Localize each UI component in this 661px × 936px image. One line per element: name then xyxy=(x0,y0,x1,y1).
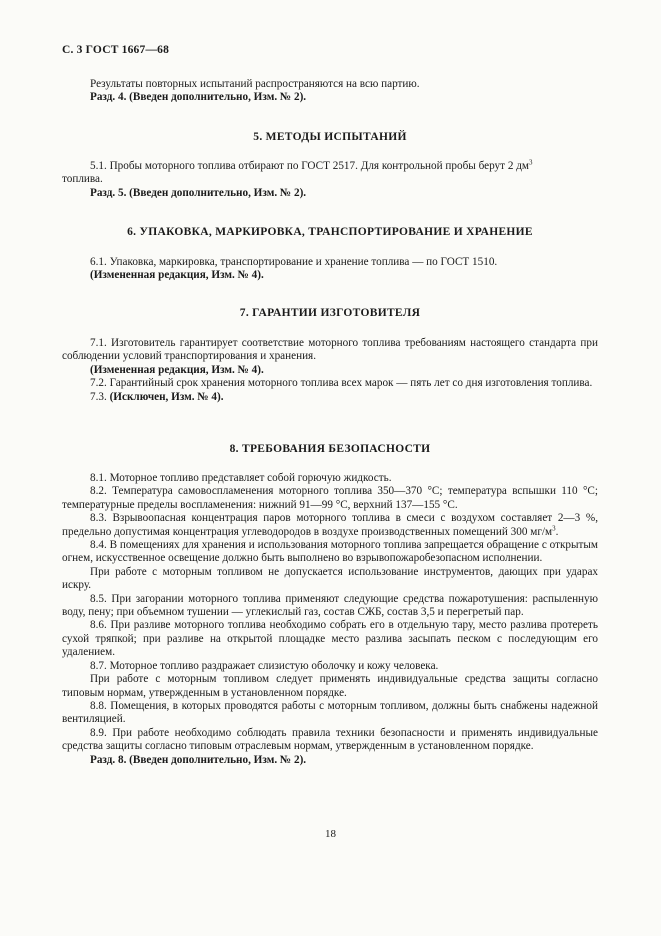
section-6-body xyxy=(62,256,598,283)
section-8-body xyxy=(62,472,598,767)
paragraph-8-1: 8.1. Моторное топливо представляет собой горючую жидкость. xyxy=(90,472,392,484)
amendment-note: Разд. 4. (Введен дополнительно, Изм. № 2). xyxy=(90,91,307,104)
amendment-note: Разд. 5. (Введен дополнительно, Изм. № 2). xyxy=(90,186,307,199)
paragraph-8-6: 8.6. При разливе моторного топлива необходимо собрать его в отдельную тару, место разлива протереть сухой тряпкой; при разливе на открытой площадке место разлива засыпать песком с последующим его удалением. xyxy=(62,619,598,659)
section-5-title: 5. МЕТОДЫ ИСПЫТАНИЙ xyxy=(253,131,407,143)
paragraph-8-7b: При работе с моторным топливом следует применять индивидуальные средства защиты согласно типовым нормам, утвержденным в установленном порядке. xyxy=(62,673,598,699)
paragraph-8-4: 8.4. В помещениях для хранения и использования моторного топлива запрещается обращение с открытым огнем, искусственное освещение должно быть выполнено во взрывопожаробезопасном исполнении. xyxy=(62,539,598,565)
page-header: С. 3 ГОСТ 1667—68 xyxy=(62,44,170,56)
paragraph-8-3: 8.3. Взрывоопасная концентрация паров моторного топлива в смеси с воздухом составляет 2—3 %, предельно допустимая концентрация углеводородов в воздухе производственных помещений 300 $мг/м^3$. xyxy=(62,512,598,538)
paragraph-8-4b: При работе с моторным топливом не допускается использование инструментов, дающих при ударах искру. xyxy=(62,565,598,592)
section-7-body xyxy=(62,337,598,404)
section-5-body xyxy=(62,160,598,200)
page-number: 18 xyxy=(325,828,336,840)
section-6-title: 6. УПАКОВКА, МАРКИРОВКА, ТРАНСПОРТИРОВАНИЕ И ХРАНЕНИЕ xyxy=(127,226,533,238)
intro-block xyxy=(62,78,598,105)
amendment-note: (Измененная редакция, Изм. № 4). xyxy=(90,269,264,282)
paragraph-8-8: 8.8. Помещения, в которых проводятся работы с моторным топливом, должны быть снабжены надежной вентиляцией. xyxy=(62,699,598,726)
section-8-title: 8. ТРЕБОВАНИЯ БЕЗОПАСНОСТИ xyxy=(229,443,431,455)
paragraph-6-1: 6.1. Упаковка, маркировка, транспортирование и хранение топлива — по ГОСТ 1510. xyxy=(90,256,498,268)
amendment-note: (Измененная редакция, Изм. № 4). xyxy=(90,363,264,376)
paragraph-7-1: 7.1. Изготовитель гарантирует соответствие моторного топлива требованиям настоящего стандарта при соблюдении условий транспортирования и хранения. xyxy=(62,337,598,363)
section-7-title: 7. ГАРАНТИИ ИЗГОТОВИТЕЛЯ xyxy=(239,307,421,319)
paragraph-5-1: 5.1. Пробы моторного топлива отбирают по ГОСТ 2517. Для контрольной пробы берут 2 $дм^3$ xyxy=(90,158,533,172)
paragraph-7-2: 7.2. Гарантийный срок хранения моторного топлива всех марок — пять лет со дня изготовления топлива. xyxy=(90,377,593,390)
paragraph-8-2: 8.2. Температура самовоспламенения моторного топлива 350—370 °С; температура вспышки 110 °С; температурные пределы воспламенения: нижний 91—99 °С, верхний 137—155 °С. xyxy=(62,485,598,511)
paragraph: Результаты повторных испытаний распространяются на всю партию. xyxy=(90,78,420,90)
paragraph-8-7: 8.7. Моторное топливо раздражает слизистую оболочку и кожу человека. xyxy=(90,659,439,672)
paragraph-8-9: 8.9. При работе необходимо соблюдать правила техники безопасности и применять индивидуальные средства защиты согласно типовым отраслевым нормам, утвержденным в установленном порядке. xyxy=(62,726,598,753)
paragraph-7-3: 7.3. (Исключен, Изм. № 4). xyxy=(90,390,224,403)
paragraph-8-5: 8.5. При загорании моторного топлива применяют следующие средства пожаротушения: распыленную воду, пену; при объемном тушении — углекислый газ, состав СЖБ, состав 3,5 и перегретый пар. xyxy=(62,592,598,619)
amendment-note: Разд. 8. (Введен дополнительно, Изм. № 2). xyxy=(90,753,307,766)
paragraph-5-1-cont: топлива. xyxy=(62,173,103,186)
